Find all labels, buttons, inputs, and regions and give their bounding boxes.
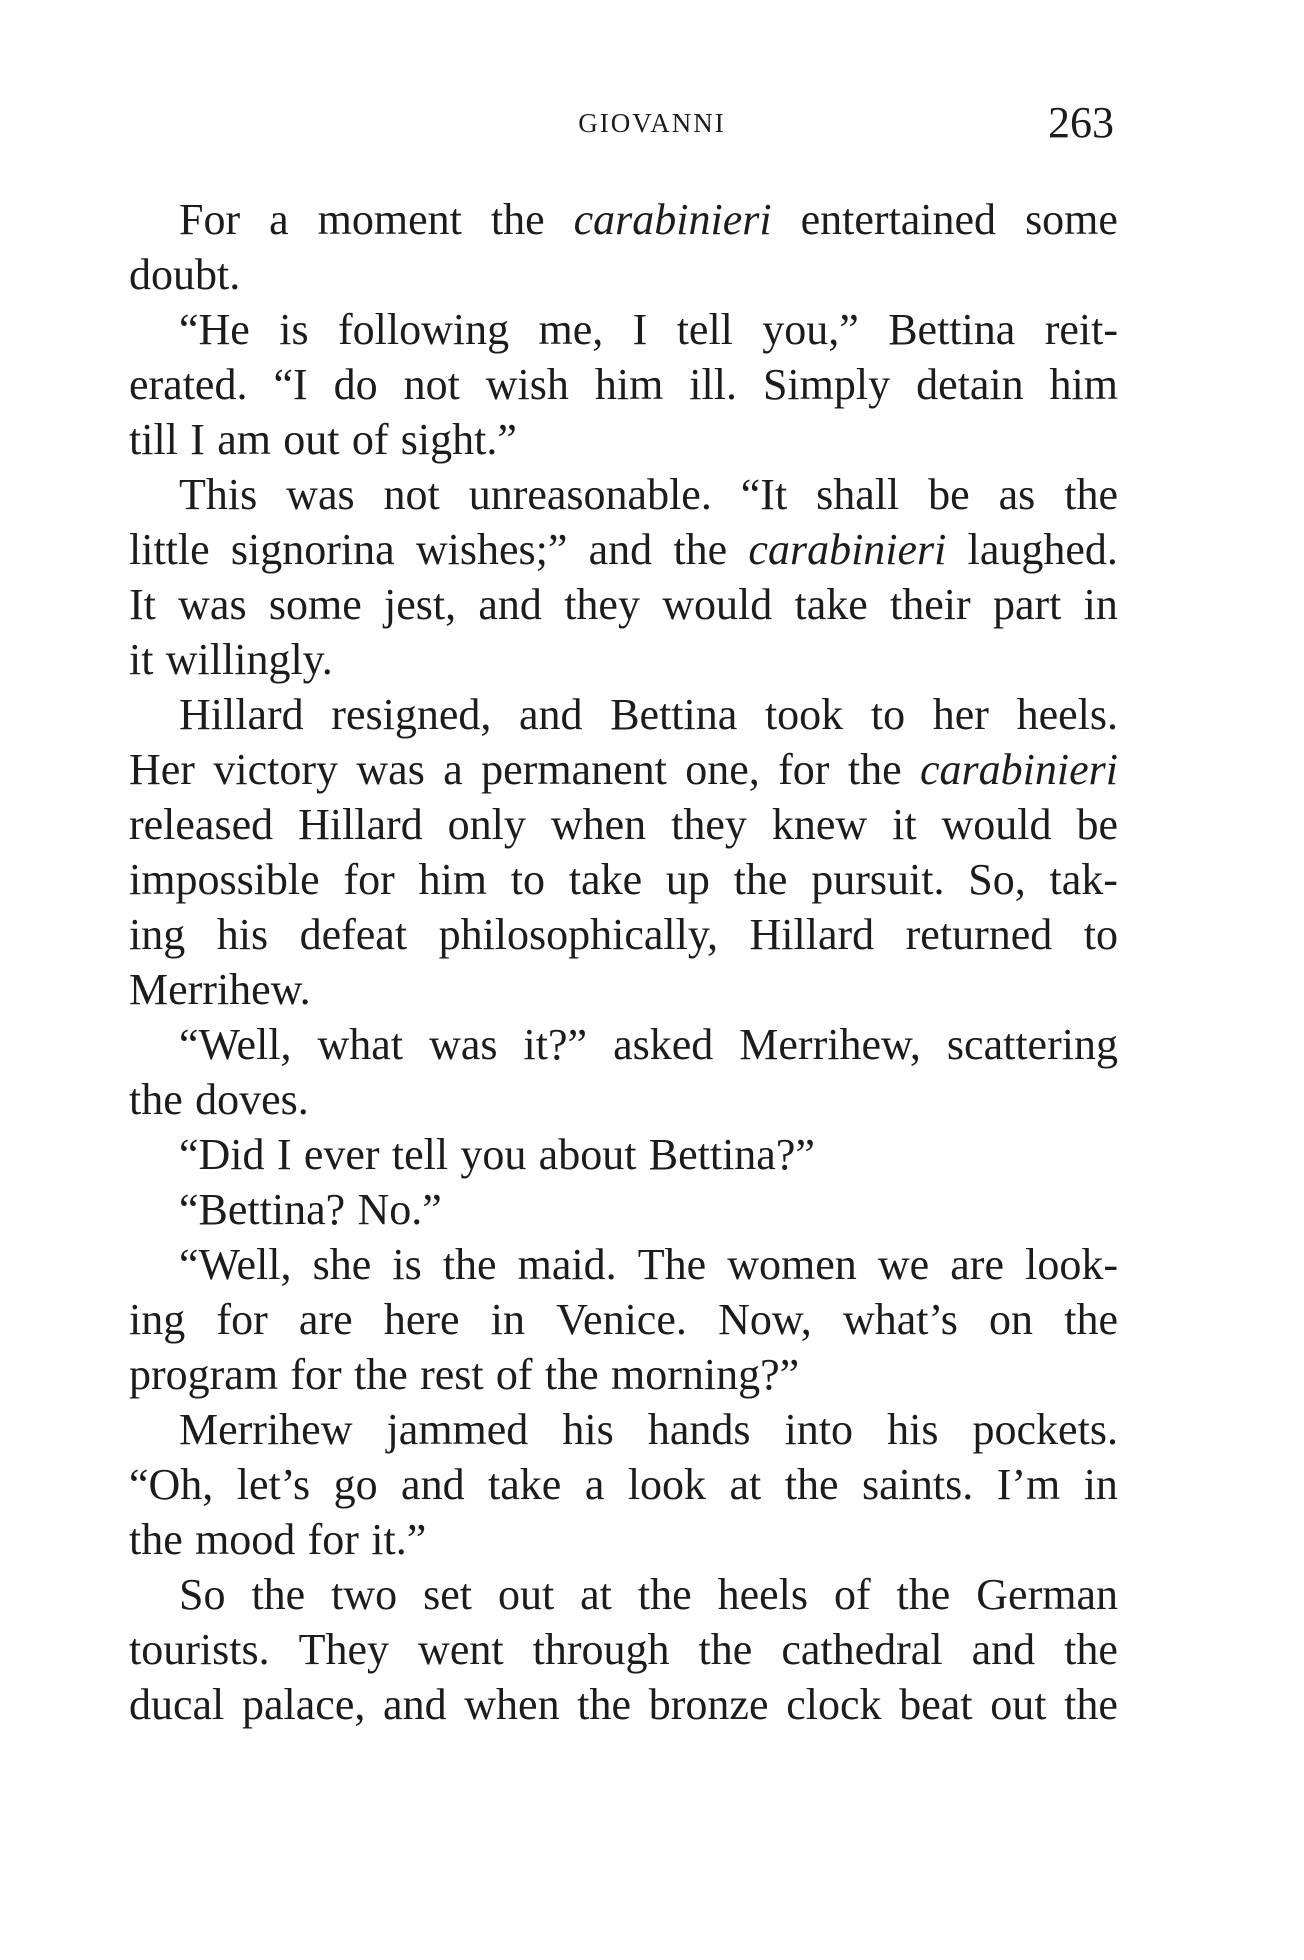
word: tourists. xyxy=(129,1625,270,1674)
text-line xyxy=(129,577,1118,632)
word: “Bettina? xyxy=(179,1185,346,1234)
word: not xyxy=(403,360,460,409)
word: it.” xyxy=(371,1515,427,1564)
word: out xyxy=(990,1680,1047,1729)
word: Simply xyxy=(762,360,891,409)
word: beat xyxy=(899,1680,973,1729)
word: at xyxy=(580,1570,612,1619)
word: ill. xyxy=(689,360,737,409)
text-line xyxy=(129,1017,1118,1072)
word: go xyxy=(333,1460,378,1509)
word: Merrihew xyxy=(179,1405,353,1454)
word: are xyxy=(950,1240,1004,1289)
running-title: GIOVANNI xyxy=(578,108,726,138)
word: his xyxy=(562,1405,614,1454)
word: German xyxy=(976,1570,1118,1619)
word: what’s xyxy=(842,1295,958,1344)
word: heels. xyxy=(1016,690,1118,739)
word: for xyxy=(216,1295,268,1344)
word: in xyxy=(490,1295,525,1344)
word: Bettina xyxy=(610,690,738,739)
word: was xyxy=(356,745,425,794)
word: I xyxy=(632,305,648,354)
word: take xyxy=(568,855,643,904)
text-line xyxy=(129,1072,1118,1127)
word: the xyxy=(490,195,545,244)
text-line xyxy=(129,247,1118,302)
word: took xyxy=(764,690,844,739)
word: about xyxy=(538,1130,637,1179)
word: and xyxy=(971,1625,1036,1674)
word: their xyxy=(890,580,971,629)
word: she xyxy=(312,1240,372,1289)
word: wishes;” xyxy=(415,525,568,574)
word: ing xyxy=(129,1295,186,1344)
word: wish xyxy=(485,360,569,409)
word: went xyxy=(418,1625,504,1674)
word: I xyxy=(190,415,205,464)
word: The xyxy=(637,1240,707,1289)
text-line xyxy=(129,1567,1118,1622)
word: in xyxy=(1083,580,1118,629)
word: up xyxy=(665,855,710,904)
word: a xyxy=(443,745,463,794)
word: it xyxy=(129,635,154,684)
word: let’s xyxy=(236,1460,311,1509)
word: the xyxy=(1064,1680,1118,1729)
word: one, xyxy=(685,745,760,794)
word: resigned, xyxy=(331,690,492,739)
word: little xyxy=(129,525,210,574)
word: carabinieri xyxy=(573,195,772,244)
word: No.” xyxy=(357,1185,442,1234)
word: philosophically, xyxy=(438,910,719,959)
word: out xyxy=(283,415,340,464)
word: the xyxy=(251,1570,306,1619)
word: into xyxy=(784,1405,854,1454)
word: reit- xyxy=(1044,305,1118,354)
word: and xyxy=(401,1460,465,1509)
word: defeat xyxy=(299,910,408,959)
word: am xyxy=(217,415,271,464)
word: “I xyxy=(273,360,308,409)
word: on xyxy=(989,1295,1034,1344)
text-line xyxy=(129,1292,1118,1347)
word: So, xyxy=(968,855,1026,904)
word: the xyxy=(847,745,902,794)
word: Hillard xyxy=(298,800,423,849)
text-line xyxy=(129,852,1118,907)
word: some xyxy=(268,580,362,629)
text-line xyxy=(129,467,1118,522)
word: his xyxy=(216,910,269,959)
text-line xyxy=(129,1127,1118,1182)
word: the xyxy=(129,1515,183,1564)
word: me, xyxy=(538,305,604,354)
word: you xyxy=(460,1130,527,1179)
word: impossible xyxy=(129,855,320,904)
word: look xyxy=(627,1460,707,1509)
word: two xyxy=(331,1570,398,1619)
word: in xyxy=(1083,1460,1118,1509)
word: released xyxy=(129,800,274,849)
word: laughed. xyxy=(967,525,1118,574)
word: Bettina xyxy=(888,305,1016,354)
word: “Well, xyxy=(179,1240,292,1289)
word: for xyxy=(343,855,395,904)
word: was xyxy=(429,1020,498,1069)
text-line xyxy=(129,797,1118,852)
word: Venice. xyxy=(556,1295,687,1344)
word: till xyxy=(129,415,178,464)
word: “Oh, xyxy=(129,1460,214,1509)
word: some xyxy=(1025,195,1118,244)
text-line xyxy=(129,1182,1118,1237)
text-line xyxy=(129,687,1118,742)
text-line xyxy=(129,1457,1118,1512)
word: clock xyxy=(786,1680,882,1729)
text-line xyxy=(129,357,1118,412)
word: victory xyxy=(213,745,338,794)
word: “Well, xyxy=(179,1020,292,1069)
word: and xyxy=(478,580,542,629)
word: the xyxy=(442,1240,497,1289)
word: bronze xyxy=(648,1680,769,1729)
word: the xyxy=(544,1350,599,1399)
word: shall xyxy=(816,470,900,519)
word: the xyxy=(354,1350,408,1399)
word: the xyxy=(673,525,728,574)
word: permanent xyxy=(481,745,667,794)
word: the xyxy=(698,1625,753,1674)
word: This xyxy=(179,470,258,519)
word: carabinieri xyxy=(920,745,1118,794)
word: the xyxy=(896,1570,951,1619)
word: Bettina?” xyxy=(648,1130,815,1179)
word: the xyxy=(733,855,788,904)
word: it?” xyxy=(523,1020,588,1069)
word: For xyxy=(179,195,241,244)
word: for xyxy=(778,745,830,794)
text-line xyxy=(129,632,1118,687)
word: look- xyxy=(1025,1240,1118,1289)
word: I’m xyxy=(996,1460,1061,1509)
word: when xyxy=(550,800,647,849)
word: hands xyxy=(647,1405,751,1454)
word: and xyxy=(519,690,583,739)
word: is xyxy=(392,1240,422,1289)
word: pockets. xyxy=(972,1405,1118,1454)
word: here xyxy=(383,1295,460,1344)
word: carabinieri xyxy=(748,525,947,574)
word: entertained xyxy=(800,195,997,244)
word: ever xyxy=(303,1130,380,1179)
page-number: 263 xyxy=(1048,98,1114,147)
word: Her xyxy=(129,745,195,794)
text-line xyxy=(129,302,1118,357)
word: asked xyxy=(613,1020,714,1069)
word: Hillard xyxy=(179,690,304,739)
word: willingly. xyxy=(165,635,333,684)
word: the xyxy=(577,1680,632,1729)
word: tak- xyxy=(1049,855,1118,904)
word: him xyxy=(594,360,664,409)
word: when xyxy=(464,1680,560,1729)
text-line xyxy=(129,1677,1118,1732)
word: ing xyxy=(129,910,186,959)
word: I xyxy=(276,1130,292,1179)
word: tell xyxy=(391,1130,449,1179)
word: returned xyxy=(905,910,1053,959)
word: “Did xyxy=(179,1130,265,1179)
text-line xyxy=(129,907,1118,962)
text-line xyxy=(129,412,1118,467)
word: out xyxy=(497,1570,555,1619)
word: was xyxy=(286,470,355,519)
word: of xyxy=(495,1350,533,1399)
word: is xyxy=(279,305,309,354)
word: detain xyxy=(916,360,1024,409)
word: at xyxy=(729,1460,762,1509)
word: cathedral xyxy=(781,1625,943,1674)
word: through xyxy=(532,1625,670,1674)
word: his xyxy=(887,1405,939,1454)
word: tell xyxy=(676,305,733,354)
word: So xyxy=(179,1570,226,1619)
word: palace, xyxy=(242,1680,366,1729)
word: jammed xyxy=(386,1405,529,1454)
word: set xyxy=(423,1570,472,1619)
word: take xyxy=(488,1460,562,1509)
word: her xyxy=(932,690,989,739)
word: was xyxy=(178,580,247,629)
word: knew xyxy=(771,800,868,849)
word: and xyxy=(383,1680,447,1729)
word: would xyxy=(662,580,773,629)
word: moment xyxy=(317,195,462,244)
word: a xyxy=(584,1460,605,1509)
word: women xyxy=(727,1240,857,1289)
word: not xyxy=(383,470,440,519)
word: Hillard xyxy=(749,910,875,959)
word: the xyxy=(784,1460,839,1509)
word: mood xyxy=(195,1515,296,1564)
text-line xyxy=(129,1237,1118,1292)
word: jest, xyxy=(384,580,457,629)
word: maid. xyxy=(517,1240,617,1289)
word: the xyxy=(1064,470,1118,519)
word: to xyxy=(870,690,906,739)
word: him xyxy=(1049,360,1118,409)
word: part xyxy=(992,580,1062,629)
word: for xyxy=(290,1350,342,1399)
word: of xyxy=(833,1570,871,1619)
word: Now, xyxy=(718,1295,812,1344)
text-line xyxy=(129,1512,1118,1567)
word: would xyxy=(941,800,1052,849)
word: him xyxy=(418,855,488,904)
word: They xyxy=(298,1625,390,1674)
word: be xyxy=(1076,800,1118,849)
word: a xyxy=(269,195,289,244)
word: to xyxy=(510,855,546,904)
word: the xyxy=(129,1075,183,1124)
word: heels xyxy=(717,1570,808,1619)
word: they xyxy=(564,580,640,629)
text-line xyxy=(129,192,1118,247)
word: to xyxy=(1083,910,1118,959)
word: the xyxy=(637,1570,692,1619)
word: It xyxy=(129,580,156,629)
word: do xyxy=(333,360,378,409)
word: scattering xyxy=(946,1020,1118,1069)
word: ducal xyxy=(129,1680,225,1729)
word: you,” xyxy=(762,305,859,354)
word: doves. xyxy=(195,1075,309,1124)
word: unreasonable. xyxy=(468,470,712,519)
text-line xyxy=(129,522,1118,577)
word: be xyxy=(928,470,970,519)
word: Merrihew. xyxy=(129,965,311,1014)
word: we xyxy=(877,1240,930,1289)
word: signorina xyxy=(230,525,395,574)
word: “It xyxy=(740,470,788,519)
body-text xyxy=(129,192,1118,1732)
text-line xyxy=(129,742,1118,797)
word: take xyxy=(794,580,868,629)
word: they xyxy=(671,800,747,849)
word: what xyxy=(317,1020,404,1069)
word: are xyxy=(298,1295,353,1344)
word: of xyxy=(351,415,389,464)
word: the xyxy=(1064,1295,1118,1344)
word: it xyxy=(892,800,917,849)
word: saints. xyxy=(861,1460,974,1509)
word: doubt. xyxy=(129,250,241,299)
text-line xyxy=(129,1402,1118,1457)
word: rest xyxy=(420,1350,484,1399)
word: sight.” xyxy=(400,415,517,464)
word: program xyxy=(129,1350,279,1399)
text-line xyxy=(129,962,1118,1017)
word: morning?” xyxy=(610,1350,800,1399)
word: erated. xyxy=(129,360,248,409)
word: only xyxy=(447,800,526,849)
word: Merrihew, xyxy=(739,1020,921,1069)
word: pursuit. xyxy=(811,855,945,904)
word: and xyxy=(588,525,653,574)
text-line xyxy=(129,1622,1118,1677)
text-line xyxy=(129,1347,1118,1402)
word: “He xyxy=(179,305,250,354)
word: following xyxy=(337,305,510,354)
word: the xyxy=(1064,1625,1118,1674)
word: for xyxy=(307,1515,359,1564)
word: as xyxy=(998,470,1036,519)
